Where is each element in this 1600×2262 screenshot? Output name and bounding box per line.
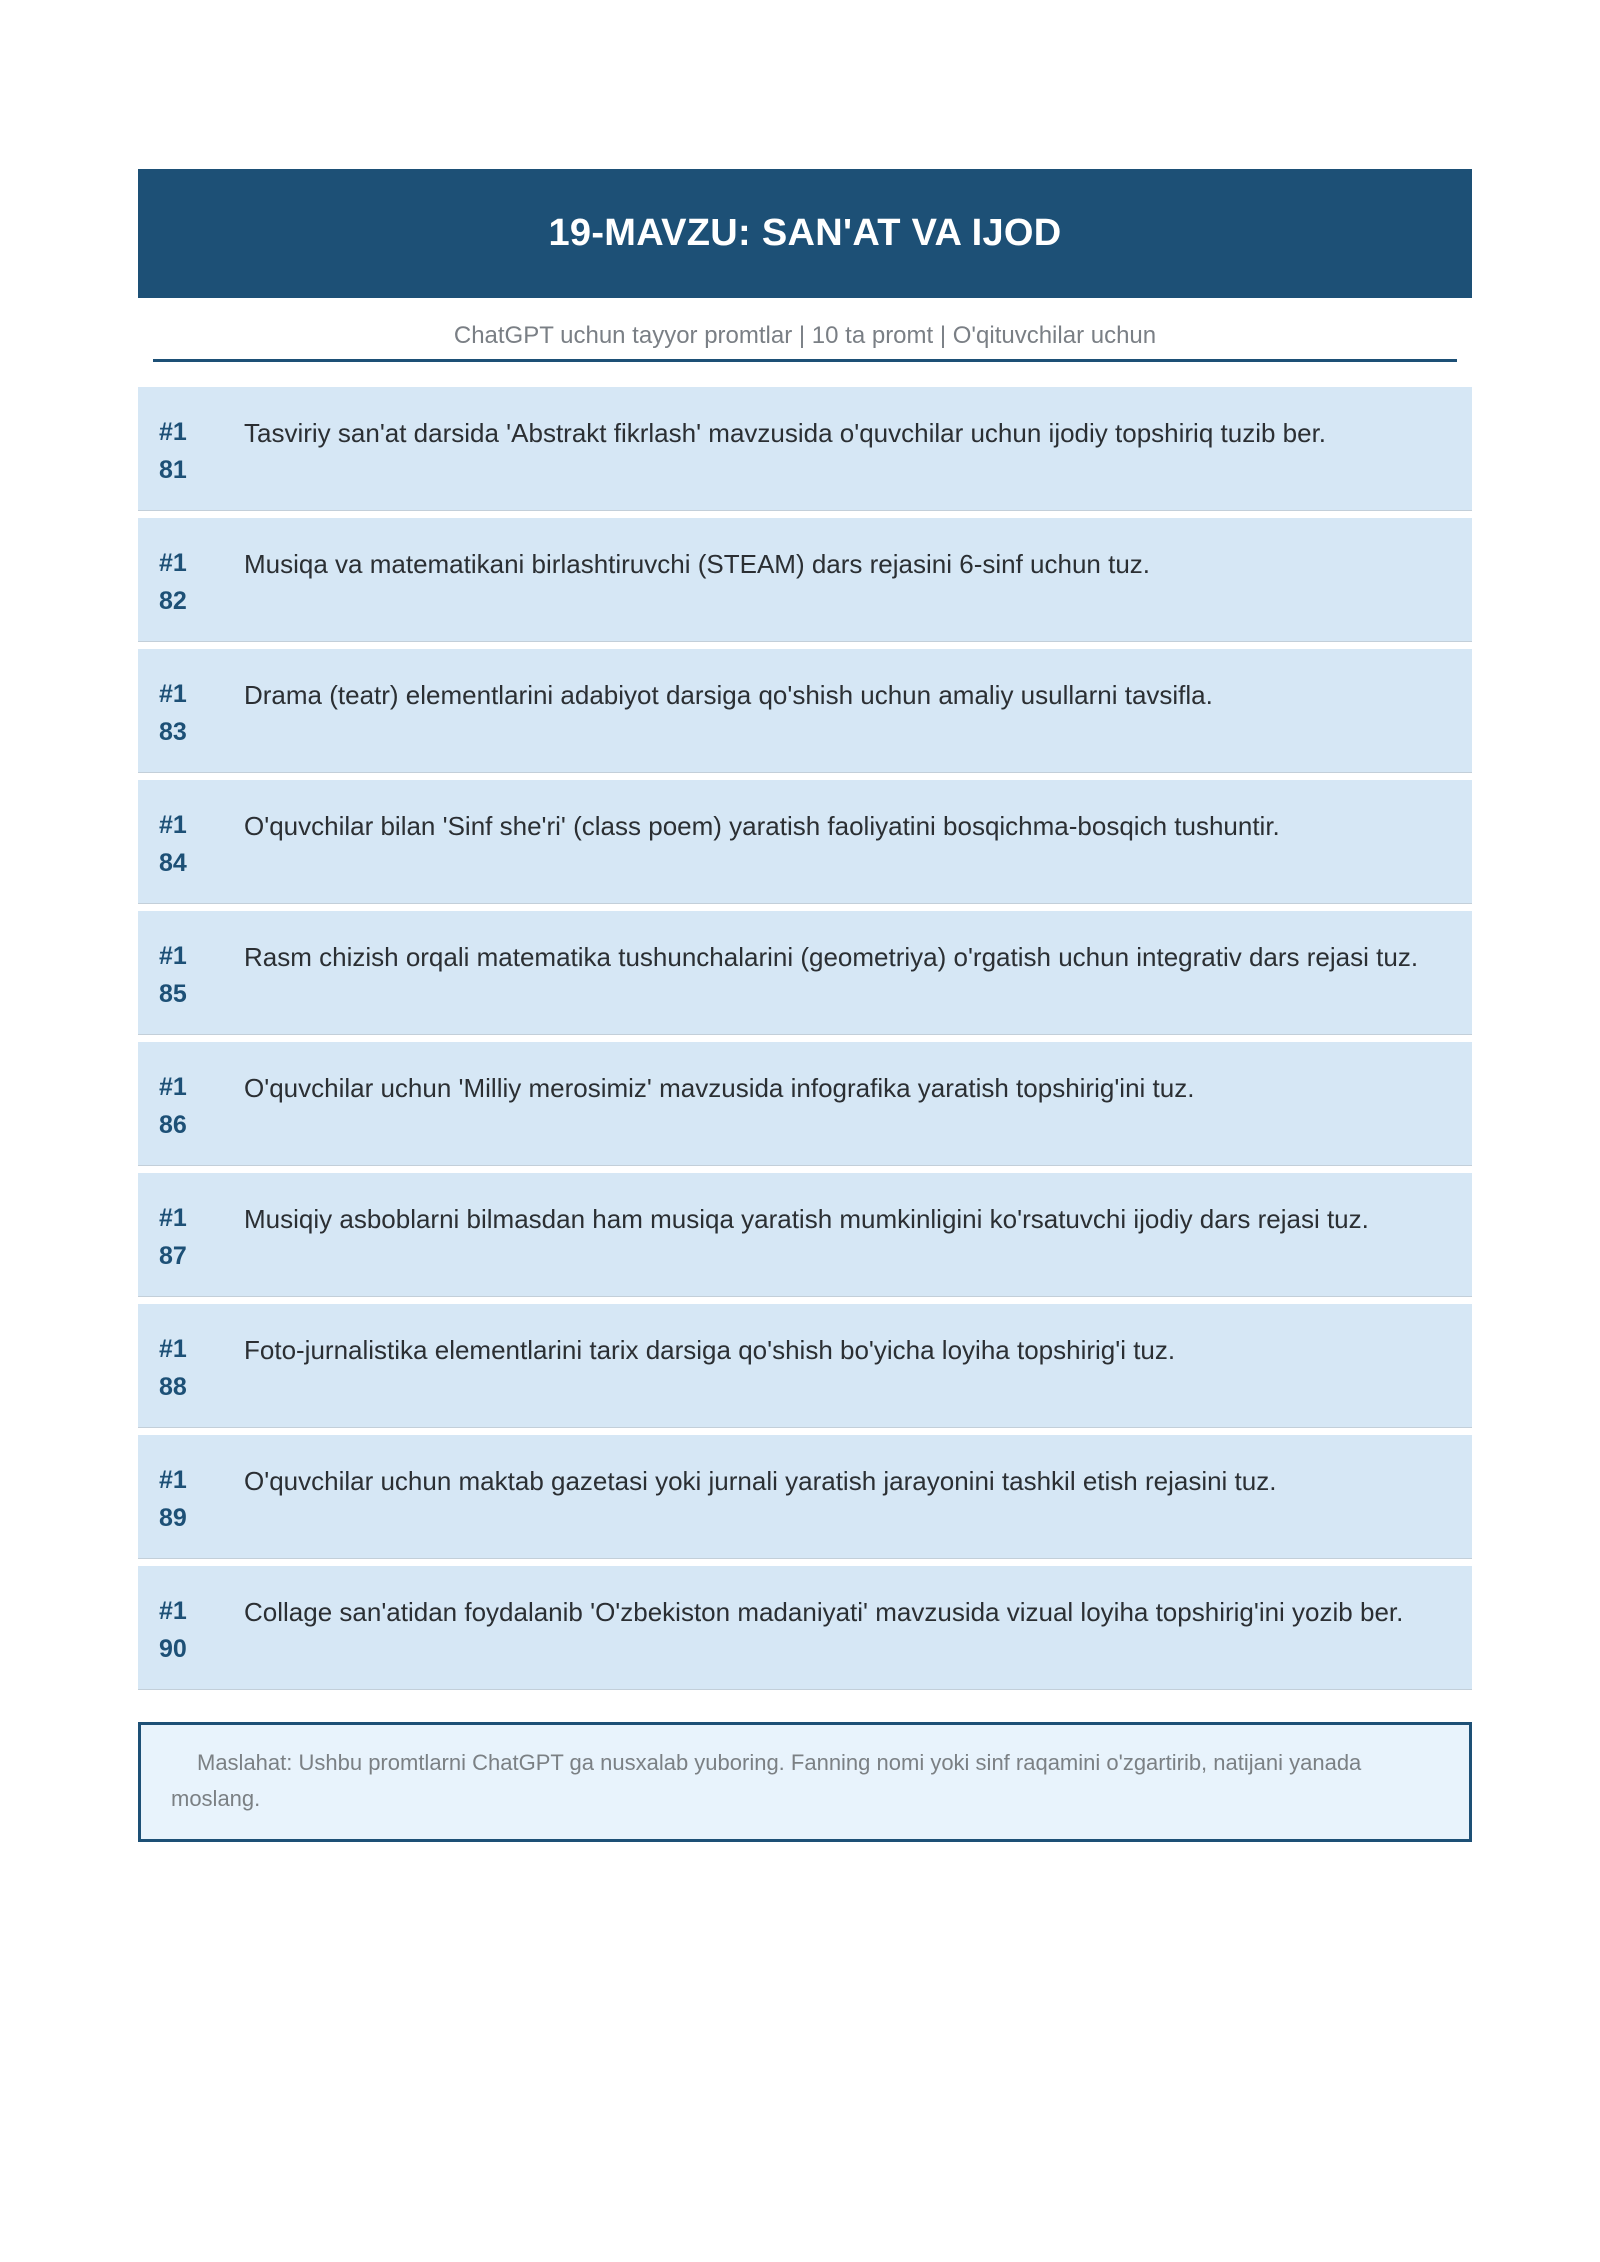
prompt-number: #1 83: [159, 680, 187, 746]
prompt-number: #1 88: [159, 1335, 187, 1401]
prompt-text: Rasm chizish orqali matematika tushunchalarini (geometriya) o'rgatish uchun integrativ dars rejasi tuz.: [244, 942, 1419, 972]
prompt-number: #1 87: [159, 1204, 187, 1270]
prompt-item: [138, 780, 1472, 904]
tip-box: Maslahat: Ushbu promtlarni ChatGPT ga nusxalab yuboring. Fanning nomi yoki sinf raqamini o'zgartirib, natijani yanada moslang.: [138, 1722, 1472, 1842]
prompt-item: [138, 1173, 1472, 1297]
prompt-number: #1 86: [159, 1073, 187, 1139]
prompt-text: Musiqiy asboblarni bilmasdan ham musiqa yaratish mumkinligini ko'rsatuvchi ijodiy dars rejasi tuz.: [244, 1204, 1369, 1234]
prompt-text: Collage san'atidan foydalanib 'O'zbekiston madaniyati' mavzusida vizual loyiha topshirig'ini yozib ber.: [244, 1597, 1404, 1627]
prompt-number: #1 81: [159, 418, 187, 484]
prompt-item: [138, 518, 1472, 642]
document-page: [138, 169, 1472, 1842]
prompt-item: [138, 649, 1472, 773]
prompt-text: O'quvchilar uchun maktab gazetasi yoki jurnali yaratish jarayonini tashkil etish rejasini tuz.: [244, 1466, 1277, 1496]
prompt-text: Foto-jurnalistika elementlarini tarix darsiga qo'shish bo'yicha loyiha topshirig'i tuz.: [244, 1335, 1176, 1365]
prompt-text: O'quvchilar uchun 'Milliy merosimiz' mavzusida infografika yaratish topshirig'ini tuz.: [244, 1073, 1195, 1103]
prompt-text: Drama (teatr) elementlarini adabiyot darsiga qo'shish uchun amaliy usullarni tavsifla.: [244, 680, 1213, 710]
subtitle: ChatGPT uchun tayyor promtlar | 10 ta promt | O'qituvchilar uchun: [453, 322, 1157, 349]
prompt-item: [138, 387, 1472, 511]
title-banner: [138, 169, 1472, 298]
prompt-item: [138, 1042, 1472, 1166]
subtitle-divider: [153, 359, 1457, 362]
prompt-number: #1 85: [159, 942, 187, 1008]
prompt-item: [138, 1304, 1472, 1428]
prompt-item: [138, 1566, 1472, 1690]
page-title: 19-MAVZU: SAN'AT VA IJOD: [548, 212, 1062, 254]
prompt-number: #1 90: [159, 1597, 187, 1663]
prompt-item: [138, 1435, 1472, 1559]
prompt-text: O'quvchilar bilan 'Sinf she'ri' (class poem) yaratish faoliyatini bosqichma-bosqich tushuntir.: [244, 811, 1280, 841]
prompt-text: Musiqa va matematikani birlashtiruvchi (STEAM) dars rejasini 6-sinf uchun tuz.: [244, 549, 1151, 579]
prompt-text: Tasviriy san'at darsida 'Abstrakt fikrlash' mavzusida o'quvchilar uchun ijodiy topshiriq tuzib ber.: [244, 418, 1327, 448]
prompt-list: [138, 387, 1472, 1690]
prompt-number: #1 84: [159, 811, 187, 877]
prompt-item: [138, 911, 1472, 1035]
prompt-number: #1 82: [159, 549, 187, 615]
prompt-number: #1 89: [159, 1466, 187, 1532]
